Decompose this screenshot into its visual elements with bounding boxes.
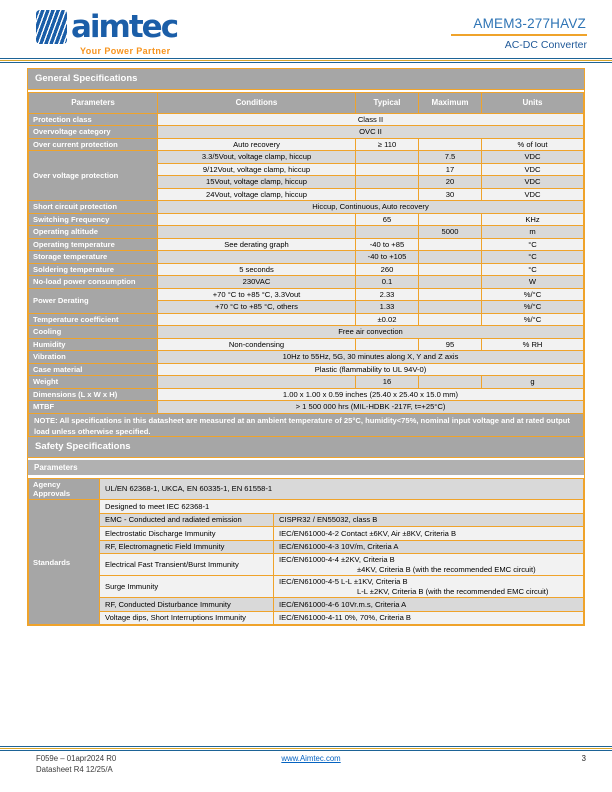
maximum-cell (419, 213, 482, 225)
param-cell: Switching Frequency (29, 213, 158, 225)
param-cell: Temperature coefficient (29, 313, 158, 325)
conditions-cell: +70 °C to +85 °C, others (158, 301, 356, 313)
conditions-cell: 3.3/5Vout, voltage clamp, hiccup (158, 151, 356, 163)
param-cell: Humidity (29, 338, 158, 350)
typical-cell (356, 338, 419, 350)
conditions-cell (158, 213, 356, 225)
product-name: AMEM3-277HAVZ (451, 16, 587, 36)
table-row (29, 363, 584, 375)
units-cell: °C (482, 263, 584, 275)
maximum-cell: 30 (419, 188, 482, 200)
param-cell: Operating altitude (29, 226, 158, 238)
value-cell: 1.00 x 1.00 x 0.59 inches (25.40 x 25.40 x 15.0 mm) (158, 388, 584, 400)
param-cell: Agency Approvals (29, 478, 100, 500)
website-link[interactable]: www.Aimtec.com (281, 754, 341, 763)
table-row (29, 611, 584, 625)
value-cell: UL/EN 62368-1, UKCA, EN 60335-1, EN 61558-1 (100, 478, 584, 500)
footer-revision: Datasheet R4 12/25/A (36, 764, 113, 774)
units-cell: %/°C (482, 301, 584, 313)
maximum-cell (419, 376, 482, 388)
value-cell: Plastic (flammability to UL 94V-0) (158, 363, 584, 375)
maximum-cell (419, 313, 482, 325)
maximum-cell (419, 276, 482, 288)
param-cell: Cooling (29, 326, 158, 338)
param-cell: No-load power consumption (29, 276, 158, 288)
general-specifications-table (27, 68, 585, 442)
units-cell: °C (482, 251, 584, 263)
conditions-cell: 15Vout, voltage clamp, hiccup (158, 176, 356, 188)
param-cell: MTBF (29, 401, 158, 413)
units-cell: KHz (482, 213, 584, 225)
value-cell: Hiccup, Continuous, Auto recovery (158, 201, 584, 213)
safety-specifications-table (27, 436, 585, 626)
conditions-cell: Non-condensing (158, 338, 356, 350)
description-cell: EMC - Conducted and radiated emission (100, 513, 274, 527)
col-parameters: Parameters (29, 93, 158, 114)
conditions-cell: See derating graph (158, 238, 356, 250)
standard-line-2: L-L ±2KV, Criteria B (with the recommended EMC circuit) (357, 586, 549, 596)
description-cell: Surge Immunity (100, 576, 274, 598)
typical-cell: -40 to +105 (356, 251, 419, 263)
typical-cell (356, 188, 419, 200)
footer (36, 754, 586, 775)
title-block (451, 15, 587, 51)
typical-cell: 65 (356, 213, 419, 225)
table-row (29, 388, 584, 400)
table-row (29, 138, 584, 150)
standard-cell: CISPR32 / EN55032, class B (274, 513, 584, 527)
table-row (29, 114, 584, 126)
table-row (29, 351, 584, 363)
maximum-cell (419, 251, 482, 263)
table-row (29, 238, 584, 250)
description-cell: RF, Conducted Disturbance Immunity (100, 598, 274, 612)
footer-doc-code: F059e – 01apr2024 R0 (36, 754, 117, 763)
logo-wordmark: aimtec (71, 8, 178, 45)
units-cell: VDC (482, 151, 584, 163)
table-row (29, 554, 584, 576)
col-maximum: Maximum (419, 93, 482, 114)
param-cell: Protection class (29, 114, 158, 126)
table-row (29, 263, 584, 275)
table-row (29, 576, 584, 598)
value-cell: > 1 500 000 hrs (MIL-HDBK -217F, t=+25°C) (158, 401, 584, 413)
maximum-cell (419, 263, 482, 275)
aimtec-logo-icon (36, 10, 67, 44)
table-row (29, 376, 584, 388)
conditions-cell (158, 226, 356, 238)
maximum-cell: 5000 (419, 226, 482, 238)
param-cell: Weight (29, 376, 158, 388)
table-row (29, 288, 584, 300)
col-conditions: Conditions (158, 93, 356, 114)
units-cell: °C (482, 238, 584, 250)
typical-cell: 16 (356, 376, 419, 388)
col-typical: Typical (356, 93, 419, 114)
typical-cell: 2.33 (356, 288, 419, 300)
units-cell: %/°C (482, 313, 584, 325)
typical-cell (356, 163, 419, 175)
units-cell: m (482, 226, 584, 238)
description-cell: RF, Electromagnetic Field Immunity (100, 540, 274, 554)
units-cell: %/°C (482, 288, 584, 300)
units-cell: g (482, 376, 584, 388)
column-header-row (29, 93, 584, 114)
conditions-cell: 24Vout, voltage clamp, hiccup (158, 188, 356, 200)
product-subtitle: AC-DC Converter (504, 39, 587, 51)
footer-divider (0, 746, 612, 751)
page-number: 3 (581, 754, 586, 763)
param-cell: Case material (29, 363, 158, 375)
value-cell: Class II (158, 114, 584, 126)
table-row (29, 540, 584, 554)
units-cell: % RH (482, 338, 584, 350)
conditions-cell (158, 251, 356, 263)
conditions-cell: Auto recovery (158, 138, 356, 150)
table-row (29, 527, 584, 541)
standard-cell (274, 576, 584, 598)
conditions-cell: 230VAC (158, 276, 356, 288)
standard-cell: IEC/EN61000-4-6 10Vr.m.s, Criteria A (274, 598, 584, 612)
param-cell: Over current protection (29, 138, 158, 150)
conditions-cell (158, 376, 356, 388)
table-row (29, 151, 584, 163)
table-row (29, 401, 584, 413)
typical-cell (356, 176, 419, 188)
param-cell: Soldering temperature (29, 263, 158, 275)
typical-cell: 260 (356, 263, 419, 275)
param-cell: Standards (29, 500, 100, 625)
aimtec-logo (36, 10, 177, 56)
units-cell: W (482, 276, 584, 288)
maximum-cell: 20 (419, 176, 482, 188)
value-cell: OVC II (158, 126, 584, 138)
general-specs-banner: General Specifications (28, 69, 584, 90)
table-row (29, 201, 584, 213)
standard-cell: IEC/EN61000-4-11 0%, 70%, Criteria B (274, 611, 584, 625)
safety-specs-banner: Safety Specifications (28, 437, 584, 458)
table-row (29, 126, 584, 138)
table-row (29, 598, 584, 612)
table-row (29, 326, 584, 338)
table-row (29, 213, 584, 225)
standard-cell: IEC/EN61000-4-3 10V/m, Criteria A (274, 540, 584, 554)
col-units: Units (482, 93, 584, 114)
safety-parameters-subheader: Parameters (28, 460, 584, 475)
description-cell: Voltage dips, Short Interruptions Immunity (100, 611, 274, 625)
units-cell: VDC (482, 163, 584, 175)
typical-cell: -40 to +85 (356, 238, 419, 250)
table-row (29, 251, 584, 263)
standard-line-1: IEC/EN61000-4-4 ±2KV, Criteria B (279, 555, 395, 565)
units-cell: VDC (482, 188, 584, 200)
units-cell: VDC (482, 176, 584, 188)
table-row (29, 513, 584, 527)
value-cell: Designed to meet IEC 62368-1 (100, 500, 584, 514)
value-cell: 10Hz to 55Hz, 5G, 30 minutes along X, Y and Z axis (158, 351, 584, 363)
maximum-cell (419, 138, 482, 150)
table-row (29, 478, 584, 500)
typical-cell: 1.33 (356, 301, 419, 313)
typical-cell: ≥ 110 (356, 138, 419, 150)
description-cell: Electrostatic Discharge Immunity (100, 527, 274, 541)
conditions-cell (158, 313, 356, 325)
table-row (29, 338, 584, 350)
param-cell: Operating temperature (29, 238, 158, 250)
table-row (29, 226, 584, 238)
param-cell: Dimensions (L x W x H) (29, 388, 158, 400)
standard-line-1: IEC/EN61000-4-5 L-L ±1KV, Criteria B (279, 577, 408, 587)
maximum-cell (419, 288, 482, 300)
maximum-cell: 17 (419, 163, 482, 175)
conditions-cell: 5 seconds (158, 263, 356, 275)
table-row (29, 313, 584, 325)
table-row (29, 276, 584, 288)
header-divider (0, 58, 612, 63)
maximum-cell: 7.5 (419, 151, 482, 163)
param-cell: Short circuit protection (29, 201, 158, 213)
typical-cell: 0.1 (356, 276, 419, 288)
standard-cell: IEC/EN61000-4-2 Contact ±6KV, Air ±8KV, Criteria B (274, 527, 584, 541)
maximum-cell (419, 238, 482, 250)
param-cell: Storage temperature (29, 251, 158, 263)
conditions-cell: +70 °C to +85 °C, 3.3Vout (158, 288, 356, 300)
description-cell: Electrical Fast Transient/Burst Immunity (100, 554, 274, 576)
typical-cell: ±0.02 (356, 313, 419, 325)
maximum-cell (419, 301, 482, 313)
param-cell: Overvoltage category (29, 126, 158, 138)
maximum-cell: 95 (419, 338, 482, 350)
typical-cell (356, 226, 419, 238)
value-cell: Free air convection (158, 326, 584, 338)
param-cell: Over voltage protection (29, 151, 158, 201)
standard-line-2: ±4KV, Criteria B (with the recommended EMC circuit) (357, 564, 536, 574)
typical-cell (356, 151, 419, 163)
table-row (29, 500, 584, 514)
conditions-cell: 9/12Vout, voltage clamp, hiccup (158, 163, 356, 175)
note-text: NOTE: All specifications in this datasheet are measured at an ambient temperature of 25°C, humidity<75%, nominal input voltage and at rated output load unless otherwise specified. (29, 413, 584, 440)
param-cell: Vibration (29, 351, 158, 363)
param-cell: Power Derating (29, 288, 158, 313)
standard-cell (274, 554, 584, 576)
logo-tagline: Your Power Partner (80, 46, 171, 56)
units-cell: % of Iout (482, 138, 584, 150)
